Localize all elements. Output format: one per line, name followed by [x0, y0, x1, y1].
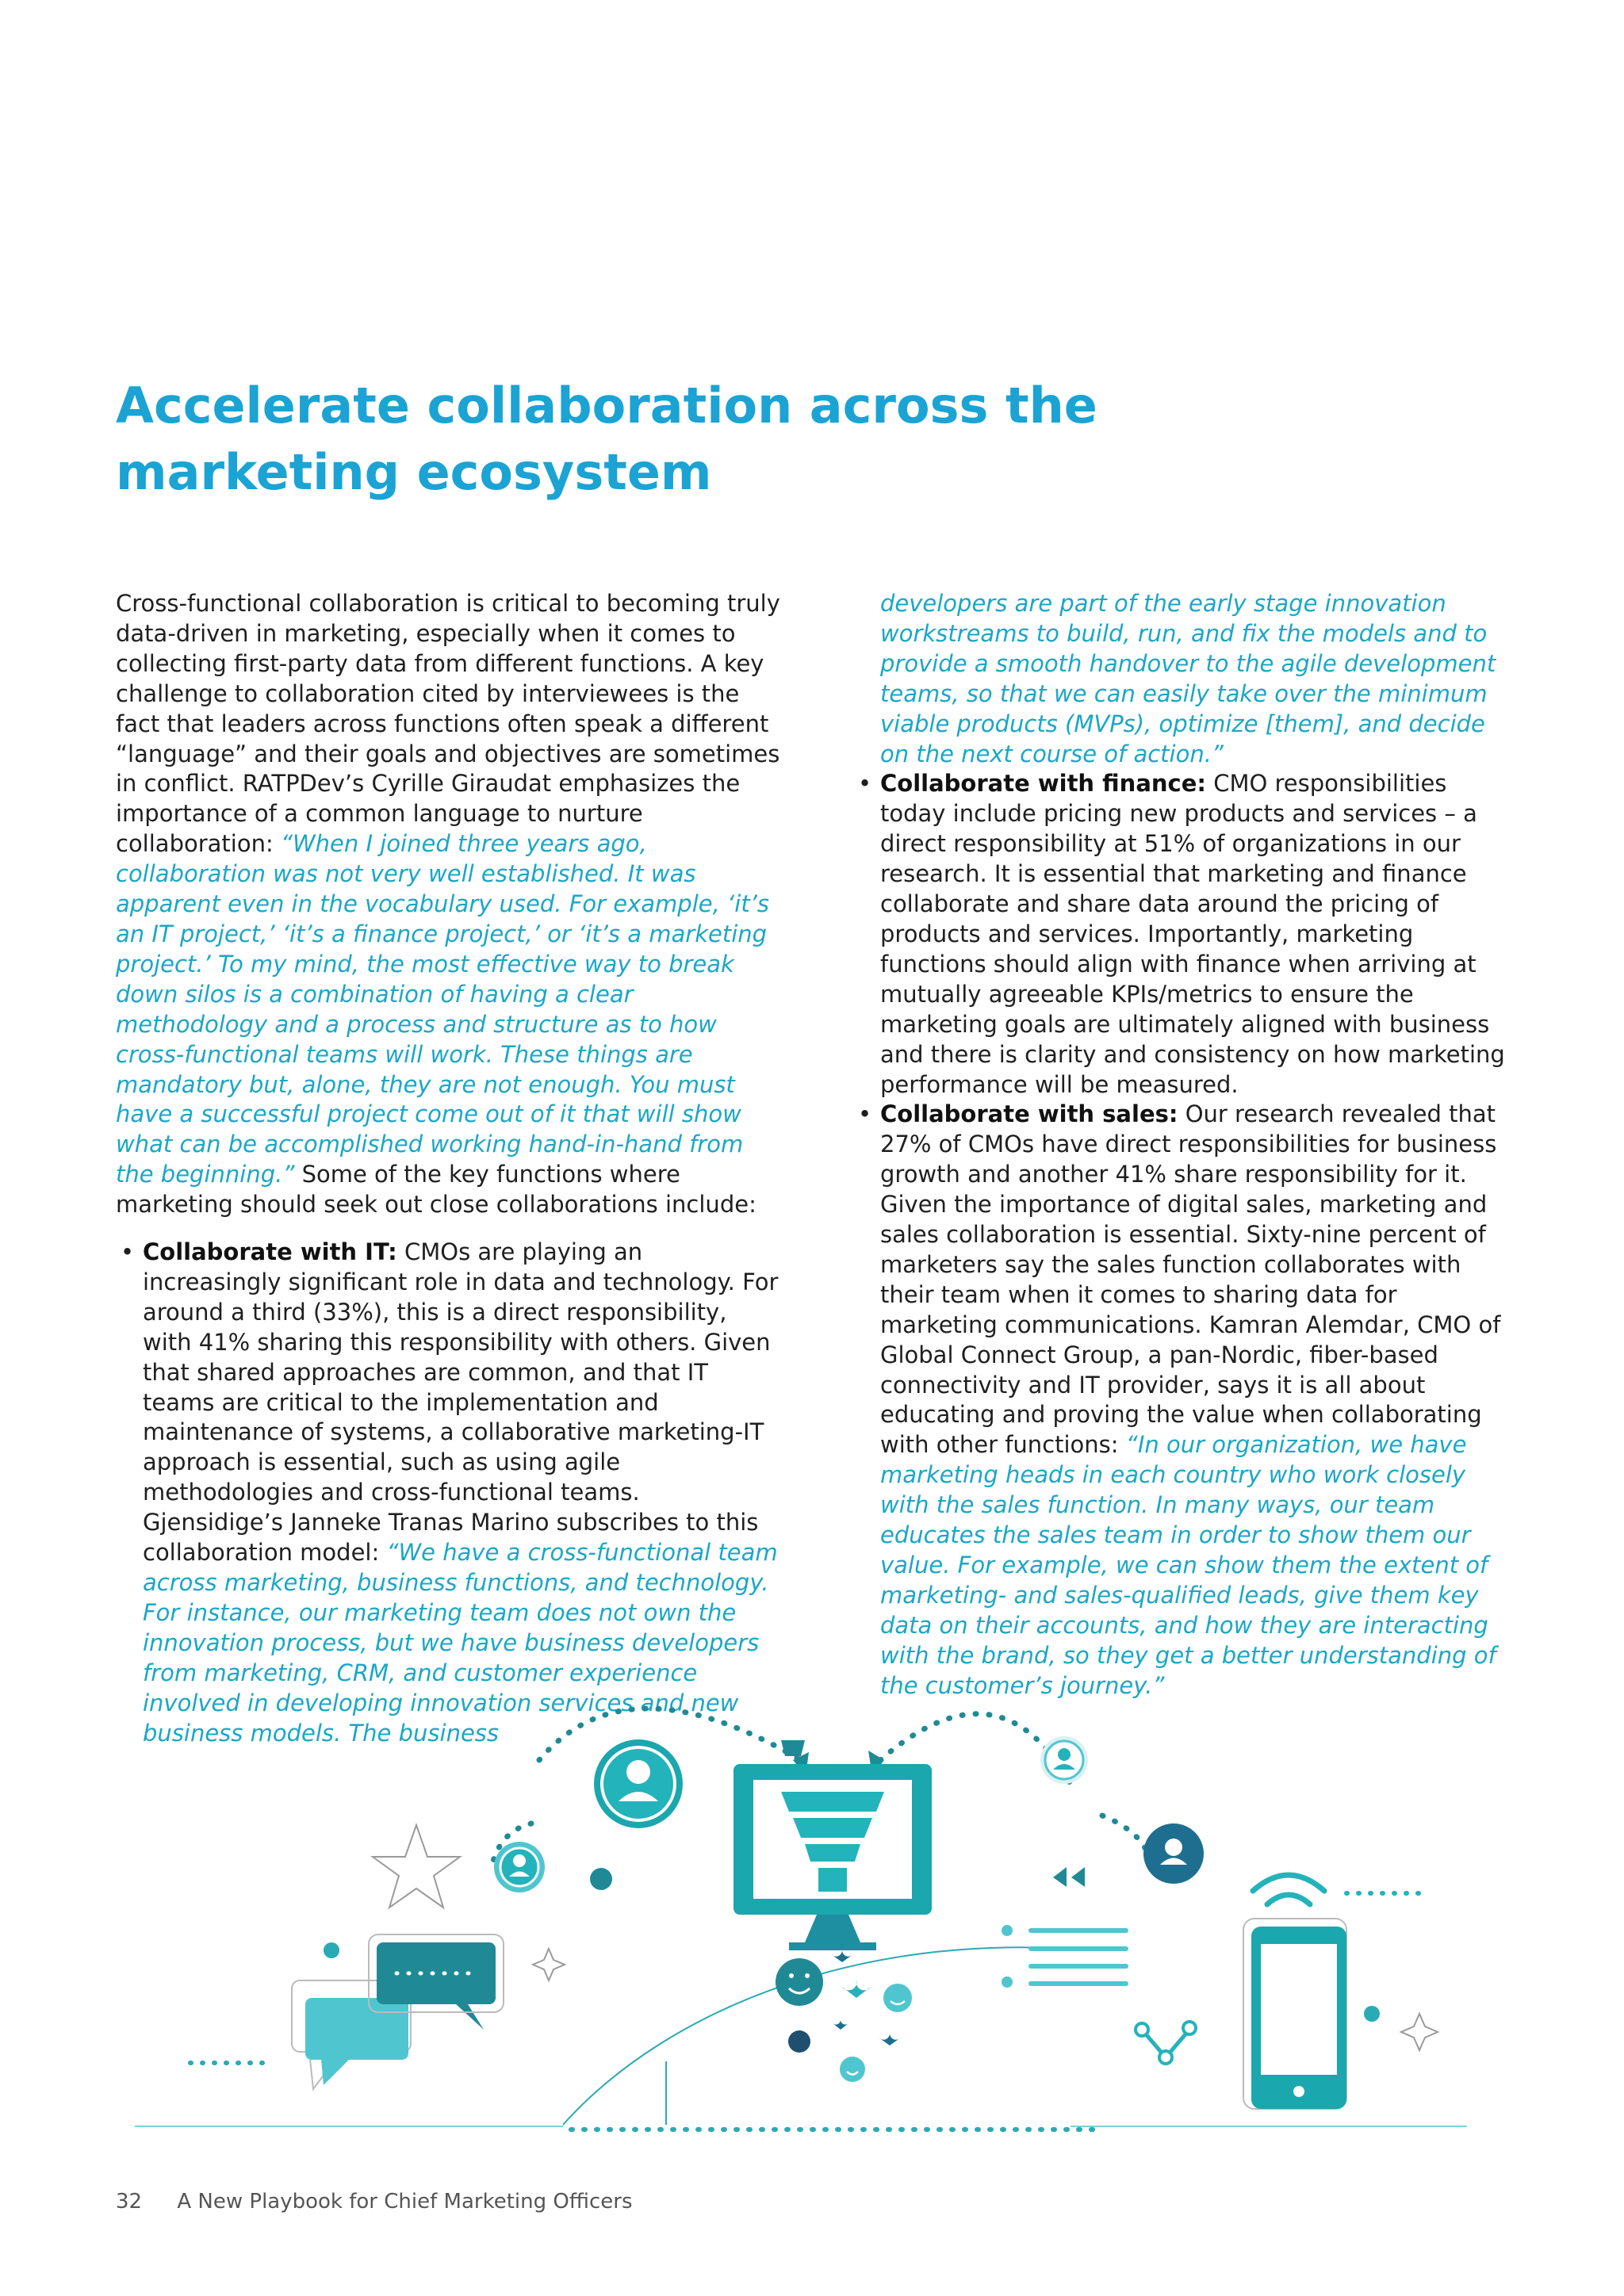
user-icon-small-left	[494, 1842, 545, 1892]
sales-lead: Collaborate with sales:	[880, 1100, 1178, 1128]
finance-text: CMO responsibilities today include pricing new products and services – a direct responsibility at 51% of organizations in our research. It is essential that marketing and finance collaborate and share data around the pricing of products and services. Importantly, marketing functions should align with finance when arriving at mutually agreeable KPIs/metrics to ensure the marketing goals are ultimately aligned with business and there is clarity and consistency on how marketing performance will be measured.	[880, 770, 1505, 1098]
right-column	[853, 589, 1519, 1701]
rewind-icon	[1053, 1867, 1085, 1887]
emoji-heart-icons	[776, 1950, 912, 2082]
dotted-arc-left	[539, 1709, 801, 1760]
gjensidige-quote: “We have a cross-functional team across marketing, business functions, and technology. For instance, our marketing team does not own the innovation process, but we have business developers from marketing, CRM, and customer experience involved in developing innovation services and new business models. The business	[143, 1539, 778, 1747]
user-icon-small-right	[1040, 1736, 1088, 1784]
outro-text: Some of the key functions where marketing should seek out close collaborations include:	[116, 1161, 756, 1219]
user-icon-right	[1143, 1823, 1204, 1884]
funnel-monitor-icon	[733, 1740, 932, 1950]
list-item-sales	[853, 1100, 1519, 1701]
page-number: 32	[116, 2190, 143, 2214]
ratpdev-quote: “When I joined three years ago, collaboration was not very well established. It was apparent even in the vocabulary used. For example, ‘it’s an IT project,’ ‘it’s a finance project,’ or ‘it’s a marketing project.’ To my mind, the most effective way to break down silos is a combination of having a clear methodology and a process and structure as to how cross-functional teams will work. These things are mandatory but, alone, they are not enough. You must have a successful project come out of it that will show what can be accomplished working hand-in-hand from the beginning.”	[116, 830, 770, 1188]
chart-nodes-icon	[1136, 2022, 1196, 2064]
collaboration-list-continued	[853, 769, 1519, 1701]
page-footer	[116, 2190, 633, 2214]
finance-lead: Collaborate with finance:	[880, 770, 1206, 798]
global-connect-quote: “In our organization, we have marketing heads in each country who work closely with the sales function. In many ways, our team educates the sales team in order to show them our value. For example, we can show them the extent of marketing- and sales-qualified leads, give them key data on their accounts, and how they are interacting with the brand, so they get a better understanding of the customer’s journey.”	[880, 1431, 1496, 1699]
page-title: Accelerate collaboration across the marketing ecosystem	[116, 377, 1097, 501]
gjensidige-quote-continued: developers are part of the early stage innovation workstreams to build, run, and fix the models and to provide a smooth handover to the agile development teams, so that we can easily take over the minimum viable products (MVPs), optimize [them], and decide on the next course of action.”	[880, 590, 1496, 767]
collaboration-illustration	[119, 1649, 1515, 2149]
sparkle-icon	[1401, 2014, 1438, 2050]
intro-text: Cross-functional collaboration is critical to becoming truly data-driven in marketing, especially when it comes to collecting first-party data from different functions. A key challenge to collaboration cited by interviewees is the fact that leaders across functions often speak a different “language” and their goals and objectives are sometimes in conflict. RATPDev’s Cyrille Giraudat emphasizes the importance of a common language to nurture collaboration:	[116, 590, 780, 858]
left-column	[116, 589, 782, 1748]
star-icon	[373, 1825, 460, 1908]
it-lead: Collaborate with IT:	[143, 1238, 397, 1266]
mobile-phone-icon	[1243, 1919, 1346, 2109]
it-text: CMOs are playing an increasingly significant role in data and technology. For around a third (33%), this is a direct responsibility, with 41% sharing this responsibility with others. Given that shared approaches are common, and that IT teams are critical to the implementation and maintenance of systems, a collaborative marketing-IT approach is essential, such as using agile methodologies and cross-functional teams. Gjensidige’s Janneke Tranas Marino subscribes to this collaboration model:	[143, 1238, 779, 1567]
user-icon	[594, 1739, 683, 1828]
list-lines-icon	[1002, 1925, 1126, 1988]
intro-paragraph	[116, 589, 782, 1220]
publication-title: A New Playbook for Chief Marketing Officers	[177, 2190, 633, 2214]
list-item-finance	[853, 769, 1519, 1100]
wifi-signal-icon	[1253, 1875, 1324, 1904]
sales-text: Our research revealed that 27% of CMOs have direct responsibilities for business growth and another 41% share responsibility for it. Given the importance of digital sales, marketing and sales collaboration is essential. Sixty-nine percent of marketers say the sales function collaborates with their team when it comes to sharing data for marketing communications. Kamran Alemdar, CMO of Global Connect Group, a pan-Nordic, fiber-based connectivity and IT provider, says it is all about educating and proving the value when collaborating with other functions:	[880, 1100, 1501, 1459]
chat-bubbles-icon	[292, 1934, 504, 2089]
sparkle-icon-left	[533, 1949, 565, 1980]
